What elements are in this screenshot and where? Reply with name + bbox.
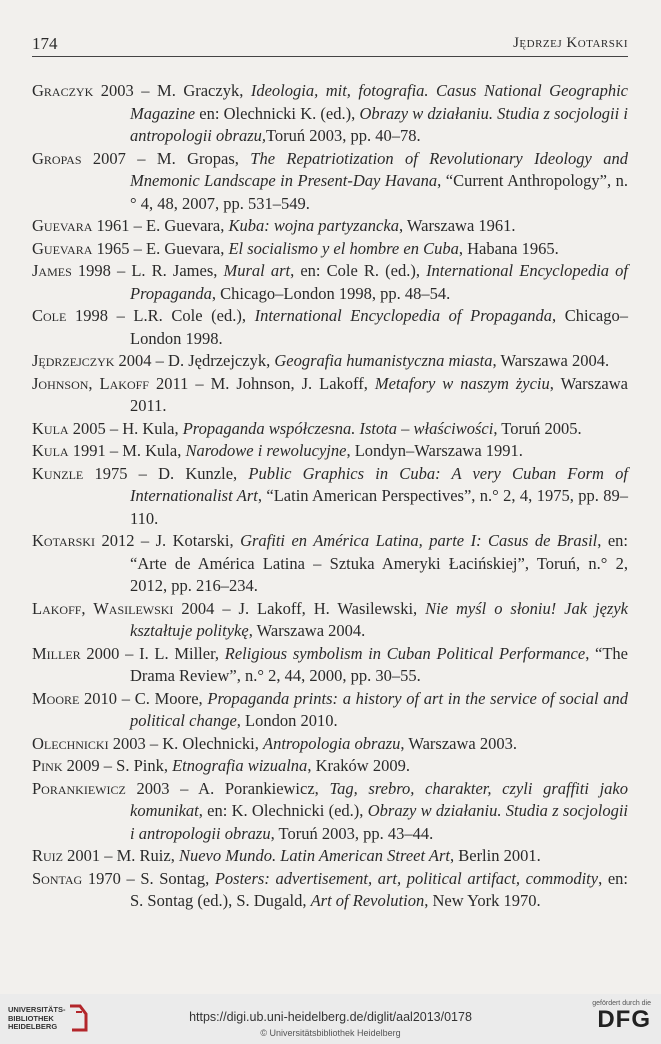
entry-author-info: 2004 – D. Jędrzejczyk, <box>114 351 275 370</box>
entry-publication-info: , Londyn–Warszawa 1991. <box>346 441 523 460</box>
entry-title: The Repatriotization of Revolutionary Ideology and Mnemonic Landscape in Present-Day Havana <box>130 148 628 190</box>
entry-title: Mural art <box>223 261 291 280</box>
entry-author-key: Miller <box>32 643 81 663</box>
entry-title: Kuba: wojna partyzancka <box>228 216 399 235</box>
footer-url-link[interactable]: https://digi.ub.uni-heidelberg.de/diglit/aal2013/0178 <box>189 1010 472 1024</box>
entry-secondary-title: Art of Revolution <box>310 891 425 910</box>
dfg-logo[interactable] <box>579 1000 651 1033</box>
entry-author-info: 2012 – J. Kotarski, <box>94 531 241 550</box>
bibliography-entry <box>32 80 628 148</box>
bibliography-entry <box>32 440 628 463</box>
logo-line: HEIDELBERG <box>8 1022 58 1031</box>
page-number: 174 <box>32 34 58 53</box>
entry-secondary-title: Obrazy w działaniu. Studia z socjologii i antropologii obrazu, <box>130 103 628 145</box>
entry-author-info: 2005 – H. Kula, <box>68 418 183 438</box>
entry-title: Public Graphics in Cuba: A very Cuban Form of Internationalist Art <box>130 463 628 505</box>
entry-publication-info: , Warszawa 2004. <box>492 351 610 370</box>
bibliography-entry <box>32 350 628 373</box>
entry-title: Nie myśl o słoniu! Jak język kształtuje politykę <box>130 598 629 640</box>
bibliography-entry <box>32 598 628 643</box>
entry-publication-info: , Habana 1965. <box>458 238 559 258</box>
entry-author-key: Lakoff, Wasilewski <box>32 598 174 618</box>
bibliography-entry <box>32 418 628 441</box>
entry-title: Propaganda współczesna. Istota – właściwości <box>182 418 494 438</box>
entry-title: Posters: advertisement, art, political artifact, commodity <box>214 868 599 888</box>
entry-author-key: Guevara <box>32 216 93 235</box>
entry-author-key: Kunzle <box>32 463 84 483</box>
bibliography-entry <box>32 778 628 846</box>
entry-author-info: 2004 – J. Lakoff, H. Wasilewski, <box>173 598 426 618</box>
entry-author-info: 2003 – M. Graczyk, <box>93 81 251 100</box>
entry-author-key: Porankiewicz <box>32 778 126 798</box>
entry-tail: , Toruń 2003, pp. 43–44. <box>270 823 434 843</box>
entry-publication-info: en: Olechnicki K. (ed.), <box>195 103 360 123</box>
entry-author-key: Pink <box>32 756 63 775</box>
entry-author-info: 2000 – I. L. Miller, <box>80 643 225 663</box>
entry-publication-info: , Warszawa 2003. <box>400 733 517 753</box>
entry-title: Nuevo Mundo. Latin American Street Art <box>178 846 450 865</box>
bibliography-entry <box>32 260 628 305</box>
entry-publication-info: , en: S. Sontag (ed.), S. Dugald, <box>130 868 628 910</box>
entry-author-info: 2007 – M. Gropas, <box>81 148 251 168</box>
entry-author-key: Johnson, Lakoff <box>32 373 149 393</box>
bibliography-entry <box>32 373 628 418</box>
logo-line: BIBLIOTHEK <box>8 1013 54 1023</box>
entry-author-key: Ruiz <box>32 846 63 865</box>
entry-publication-info: , “Current Anthropology”, n.° 4, 48, 2007, pp. 531–549. <box>130 171 629 213</box>
entry-author-info: 2001 – M. Ruiz, <box>63 846 179 865</box>
entry-title: Propaganda prints: a history of art in the service of social and political change <box>130 688 629 730</box>
entry-publication-info: , Toruń 2005. <box>493 418 582 438</box>
bibliography-entry <box>32 688 628 733</box>
entry-author-info: 1998 – L. R. James, <box>71 261 224 280</box>
entry-publication-info: , “Latin American Perspectives”, n.° 2, 4, 1975, pp. 89–110. <box>130 486 629 528</box>
entry-title: Tag, srebro, charakter, czyli graffiti jako komunikat <box>130 778 628 820</box>
entry-title: Religious symbolism in Cuban Political Performance <box>224 643 586 663</box>
entry-secondary-title: International Encyclopedia of Propaganda <box>130 261 628 303</box>
entry-publication-info: , London 2010. <box>236 711 338 730</box>
entry-title: Antropologia obrazu <box>263 733 401 753</box>
entry-author-key: Kula <box>32 418 69 438</box>
dfg-wordmark: DFG <box>597 1006 651 1033</box>
entry-publication-info: , en: K. Olechnicki (ed.), <box>198 801 368 820</box>
entry-author-info: 1975 – D. Kunzle, <box>83 463 249 483</box>
entry-publication-info: , Warszawa 2004. <box>248 621 366 640</box>
entry-tail: , Chicago–London 1998, pp. 48–54. <box>211 283 451 303</box>
entry-author-info: 1970 – S. Sontag, <box>82 868 215 888</box>
entry-secondary-title: Obrazy w działaniu. Studia z socjologii i antropologii obrazu <box>130 801 629 843</box>
entry-publication-info: , Warszawa 2011. <box>130 373 628 415</box>
entry-publication-info: , Chicago–London 1998. <box>130 306 629 348</box>
entry-publication-info: , “The Drama Review”, n.° 2, 44, 2000, pp. 30–55. <box>130 643 629 685</box>
bibliography-entry <box>32 305 628 350</box>
entry-author-key: Olechnicki <box>32 733 109 753</box>
entry-author-key: James <box>32 261 72 280</box>
entry-title: Ideologia, mit, fotografia. Casus National Geographic Magazine <box>130 81 628 123</box>
bibliography-entry <box>32 238 628 261</box>
entry-tail: Toruń 2003, pp. 40–78. <box>266 126 421 145</box>
entry-author-info: 2011 – M. Johnson, J. Lakoff, <box>148 373 375 393</box>
bibliography-entry <box>32 643 628 688</box>
bibliography-entry <box>32 148 628 216</box>
bibliography-entry <box>32 215 628 238</box>
entry-title: Metafory w naszym życiu <box>374 373 550 393</box>
bibliography-entry <box>32 845 628 868</box>
entry-publication-info: , Kraków 2009. <box>307 756 410 775</box>
entry-author-key: Kotarski <box>32 531 95 550</box>
entry-author-info: 1961 – E. Guevara, <box>92 216 229 235</box>
entry-author-info: 2010 – C. Moore, <box>79 688 208 708</box>
footer-bar <box>0 994 661 1044</box>
bibliography-entry <box>32 463 628 531</box>
entry-author-info: 1965 – E. Guevara, <box>92 238 229 258</box>
entry-tail: , New York 1970. <box>424 891 541 910</box>
footer-copyright: © Universitätsbibliothek Heidelberg <box>260 1028 401 1038</box>
entry-author-key: Jędrzejczyk <box>32 351 115 370</box>
entry-author-key: Kula <box>32 441 69 460</box>
entry-author-key: Graczyk <box>32 81 94 100</box>
bibliography-entry <box>32 755 628 778</box>
entry-publication-info: , Warszawa 1961. <box>398 216 516 235</box>
entry-author-key: Moore <box>32 688 80 708</box>
entry-title: Grafiti en América Latina, parte I: Casus de Brasil <box>240 531 598 550</box>
entry-author-key: Sontag <box>32 868 83 888</box>
bibliography-entry <box>32 733 628 756</box>
logo-line: UNIVERSITÄTS- <box>8 1005 66 1014</box>
bibliography-entry <box>32 868 628 913</box>
entry-publication-info: , en: “Arte de América Latina – Sztuka Ameryki Łacińskiej”, Toruń, n.° 2, 2012, pp. 216–234. <box>130 531 628 595</box>
entry-author-info: 1998 – L.R. Cole (ed.), <box>66 306 255 325</box>
entry-title: Geografia humanistyczna miasta <box>274 351 493 370</box>
entry-title: Narodowe i rewolucyjne <box>185 441 347 460</box>
entry-author-info: 2003 – K. Olechnicki, <box>108 733 264 753</box>
entry-title: Etnografia wizualna <box>172 756 308 775</box>
page-header <box>32 30 628 57</box>
entry-author-key: Gropas <box>32 148 82 168</box>
entry-title: El socialismo y el hombre en Cuba <box>228 238 459 258</box>
entry-publication-info: , en: Cole R. (ed.), <box>290 261 427 280</box>
entry-author-info: 1991 – M. Kula, <box>68 441 186 460</box>
entry-author-key: Guevara <box>32 238 93 258</box>
entry-author-key: Cole <box>32 306 67 325</box>
entry-author-info: 2003 – A. Porankiewicz, <box>125 778 330 798</box>
running-head: Jędrzej Kotarski <box>513 35 628 51</box>
bibliography-list <box>32 80 628 913</box>
bibliography-entry <box>32 530 628 598</box>
entry-author-info: 2009 – S. Pink, <box>62 756 173 775</box>
dfg-caption: gefördert durch die <box>592 1000 651 1007</box>
entry-title: International Encyclopedia of Propaganda <box>254 306 553 325</box>
entry-publication-info: , Berlin 2001. <box>449 846 541 865</box>
